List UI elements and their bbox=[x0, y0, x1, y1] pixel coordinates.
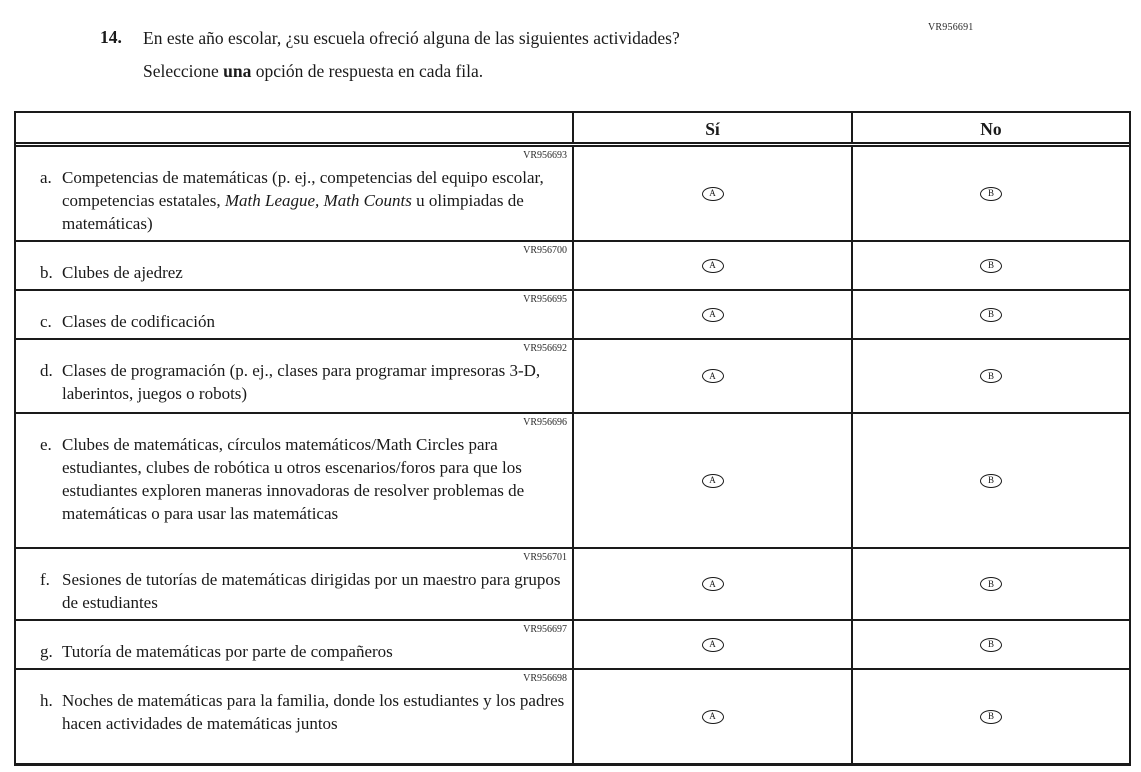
table-row bbox=[16, 549, 1129, 621]
option-a-bubble[interactable] bbox=[702, 474, 724, 488]
no-cell bbox=[853, 147, 1129, 240]
si-cell bbox=[574, 340, 853, 412]
si-cell bbox=[574, 549, 853, 619]
row-letter: c. bbox=[40, 312, 52, 331]
option-a-bubble[interactable] bbox=[702, 577, 724, 591]
option-b-label: B bbox=[987, 188, 994, 198]
row-code: VR956700 bbox=[523, 245, 567, 256]
option-b-label: B bbox=[987, 639, 994, 649]
row-code: VR956695 bbox=[523, 294, 567, 305]
option-a-bubble[interactable] bbox=[702, 369, 724, 383]
option-b-bubble[interactable] bbox=[980, 710, 1002, 724]
option-a-bubble[interactable] bbox=[702, 187, 724, 201]
option-a-bubble[interactable] bbox=[702, 308, 724, 322]
table-row bbox=[16, 340, 1129, 414]
table-row bbox=[16, 414, 1129, 549]
option-b-label: B bbox=[987, 309, 994, 319]
activity-text bbox=[16, 359, 572, 405]
option-b-bubble[interactable] bbox=[980, 308, 1002, 322]
activity-text bbox=[16, 640, 572, 663]
no-cell bbox=[853, 621, 1129, 668]
option-a-label: A bbox=[709, 475, 716, 485]
row-letter: g. bbox=[40, 642, 53, 661]
row-letter: b. bbox=[40, 263, 53, 282]
question-instruction bbox=[143, 60, 680, 82]
item-text-run: Clubes de matemáticas, círculos matemáticos/Math Circles para estudiantes, clubes de robótica u otros escenarios/foros para que los estudiantes exploren maneras innovadoras de resolver problemas de matemáticas o para usar las matemáticas bbox=[62, 435, 525, 523]
item-text-run: Noches de matemáticas para la familia, donde los estudiantes y los padres hacen actividades de matemáticas juntos bbox=[62, 691, 565, 733]
activity-cell bbox=[16, 147, 574, 240]
no-cell bbox=[853, 549, 1129, 619]
instruction-post: opción de respuesta en cada fila. bbox=[251, 61, 484, 81]
activity-cell bbox=[16, 549, 574, 619]
no-cell bbox=[853, 340, 1129, 412]
option-a-label: A bbox=[709, 711, 716, 721]
option-a-label: A bbox=[709, 639, 716, 649]
option-a-bubble[interactable] bbox=[702, 638, 724, 652]
activity-text bbox=[16, 166, 572, 235]
question-block bbox=[100, 27, 680, 82]
question-text: En este año escolar, ¿su escuela ofreció alguna de las siguientes actividades? bbox=[143, 28, 680, 48]
row-letter: d. bbox=[40, 361, 53, 380]
column-header-si: Sí bbox=[574, 113, 853, 142]
si-cell bbox=[574, 147, 853, 240]
row-letter: a. bbox=[40, 168, 52, 187]
no-cell bbox=[853, 414, 1129, 547]
option-b-label: B bbox=[987, 370, 994, 381]
si-cell bbox=[574, 414, 853, 547]
row-code: VR956701 bbox=[523, 552, 567, 563]
table-header-row bbox=[16, 113, 1129, 147]
row-code: VR956697 bbox=[523, 624, 567, 635]
row-letter: h. bbox=[40, 691, 53, 710]
option-a-label: A bbox=[709, 309, 716, 319]
option-b-bubble[interactable] bbox=[980, 577, 1002, 591]
option-b-label: B bbox=[987, 260, 994, 270]
no-cell bbox=[853, 670, 1129, 763]
row-letter: e. bbox=[40, 435, 52, 454]
option-b-label: B bbox=[987, 475, 994, 485]
option-b-bubble[interactable] bbox=[980, 369, 1002, 383]
question-number: 14. bbox=[100, 27, 122, 47]
table-row bbox=[16, 242, 1129, 291]
activity-cell bbox=[16, 621, 574, 668]
activity-text bbox=[16, 568, 572, 614]
option-a-label: A bbox=[709, 370, 716, 381]
si-cell bbox=[574, 670, 853, 763]
activity-cell bbox=[16, 291, 574, 338]
item-text-run: Sesiones de tutorías de matemáticas dirigidas por un maestro para grupos de estudiantes bbox=[62, 570, 561, 612]
option-b-bubble[interactable] bbox=[980, 474, 1002, 488]
item-text-run: Competencias de matemáticas (p. ej., competencias del equipo escolar, competencias estatales, bbox=[62, 168, 544, 210]
row-code: VR956692 bbox=[523, 343, 567, 354]
item-text-run: Clubes de ajedrez bbox=[62, 263, 183, 282]
activity-text bbox=[16, 433, 572, 525]
item-text-run: Clases de codificación bbox=[62, 312, 215, 331]
row-code: VR956693 bbox=[523, 150, 567, 161]
header-empty-cell bbox=[16, 113, 574, 142]
option-b-bubble[interactable] bbox=[980, 187, 1002, 201]
option-a-label: A bbox=[709, 260, 716, 270]
option-a-label: A bbox=[709, 578, 716, 589]
option-b-label: B bbox=[987, 711, 994, 721]
activities-table bbox=[14, 111, 1131, 766]
activity-text bbox=[16, 310, 572, 333]
column-header-no: No bbox=[980, 118, 1002, 139]
item-text-run: Tutoría de matemáticas por parte de compañeros bbox=[62, 642, 393, 661]
question-text-block bbox=[143, 27, 680, 82]
item-text-run: Clases de programación (p. ej., clases para programar impresoras 3-D, laberintos, juegos o robots) bbox=[62, 361, 541, 403]
si-cell bbox=[574, 242, 853, 289]
instruction-bold: una bbox=[223, 61, 252, 81]
item-text-run: u olimpiadas de matemáticas) bbox=[62, 191, 524, 233]
no-cell bbox=[853, 291, 1129, 338]
table-row bbox=[16, 670, 1129, 763]
table-row bbox=[16, 147, 1129, 242]
no-cell bbox=[853, 242, 1129, 289]
item-text-run: Math League, Math Counts bbox=[224, 191, 412, 210]
option-b-bubble[interactable] bbox=[980, 638, 1002, 652]
option-b-bubble[interactable] bbox=[980, 259, 1002, 273]
instruction-pre: Seleccione bbox=[143, 61, 224, 81]
activity-text bbox=[16, 689, 572, 735]
activity-text bbox=[16, 261, 572, 284]
option-b-label: B bbox=[987, 578, 994, 589]
si-cell bbox=[574, 291, 853, 338]
table-row bbox=[16, 291, 1129, 340]
form-code: VR956691 bbox=[928, 22, 974, 33]
row-code: VR956696 bbox=[523, 417, 567, 428]
activity-cell bbox=[16, 340, 574, 412]
activity-cell bbox=[16, 242, 574, 289]
option-a-bubble[interactable] bbox=[702, 259, 724, 273]
si-cell bbox=[574, 621, 853, 668]
row-code: VR956698 bbox=[523, 673, 567, 684]
activity-cell bbox=[16, 414, 574, 547]
table-row bbox=[16, 621, 1129, 670]
activity-cell bbox=[16, 670, 574, 763]
option-a-bubble[interactable] bbox=[702, 710, 724, 724]
row-letter: f. bbox=[40, 570, 50, 589]
option-a-label: A bbox=[709, 188, 716, 198]
